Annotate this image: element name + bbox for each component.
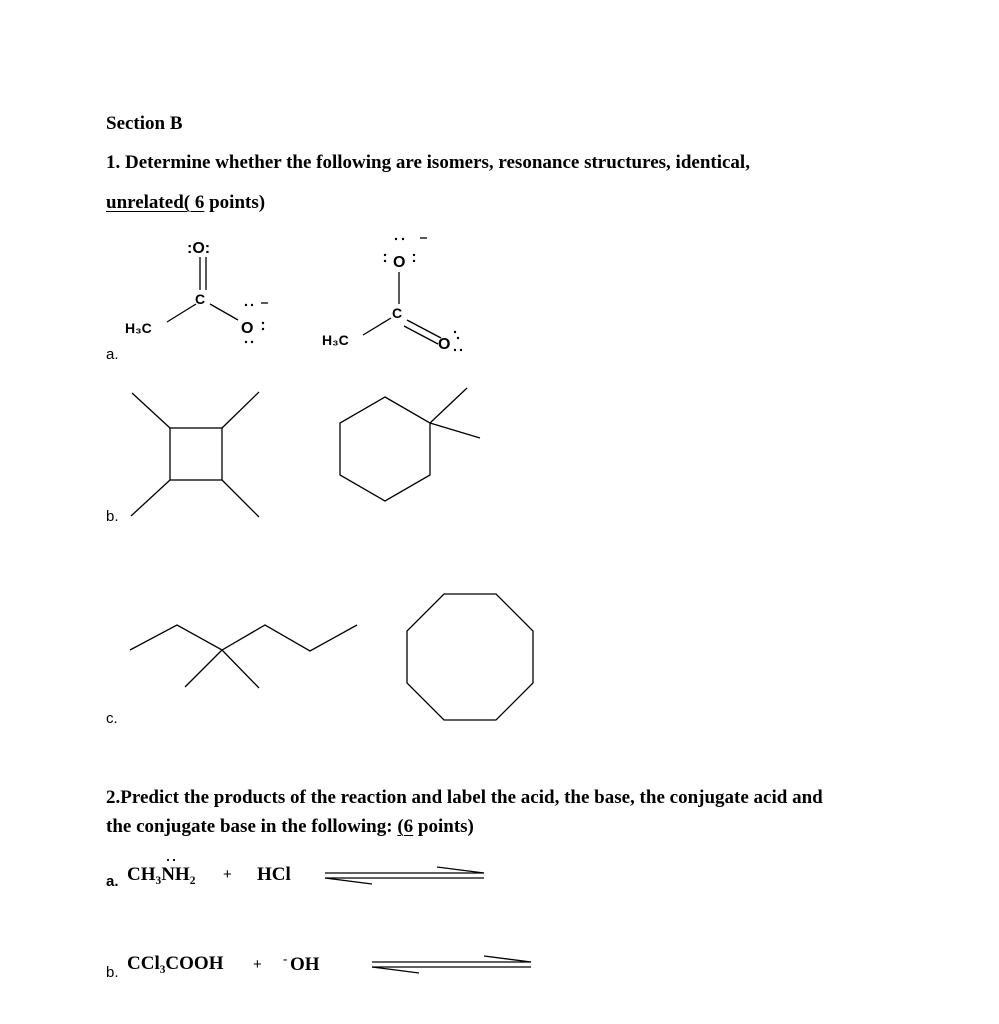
bond-methyl-carbon (363, 318, 391, 335)
cyclooctane-ring (407, 594, 533, 720)
bond-carbon-oxygen (210, 304, 238, 320)
top-oxygen-label: :O: (187, 240, 211, 257)
methyl-label: H₃C (322, 332, 349, 348)
reaction-a-reactant-2: HCl (257, 864, 291, 885)
question-1-prompt: 1. Determine whether the following are isomers, resonance structures, identical, (106, 152, 750, 173)
reaction-a-plus: + (223, 866, 232, 883)
reaction-a-reactant-1: CH₃NH₂ (127, 864, 196, 885)
top-oxygen-label: O (393, 254, 406, 271)
right-oxygen-label: O (241, 320, 254, 337)
points-text: points) (413, 816, 474, 837)
carbon-label: C (392, 305, 403, 321)
points-text: points) (204, 192, 266, 213)
double-bond-line-2 (404, 326, 438, 344)
structure-a-left (167, 257, 238, 322)
carbon-label: C (195, 291, 206, 307)
underlined-text: (6 (397, 816, 414, 837)
question-2-prompt-continued (106, 816, 474, 838)
cyclobutane-ring (170, 428, 222, 480)
question-2-prompt: 2.Predict the products of the reaction and label the acid, the base, the conjugate acid and (106, 787, 823, 808)
bond-methyl-carbon (167, 304, 196, 322)
equilibrium-arrow-b (372, 956, 531, 973)
structure-b-right (340, 388, 480, 501)
reaction-b-label: b. (106, 964, 119, 981)
equilibrium-arrow-a (325, 867, 484, 884)
reaction-b-plus: + (253, 956, 262, 973)
part-a-label: a. (106, 346, 119, 363)
reaction-b-reactant-1: CCl₃COOH (127, 953, 224, 974)
reaction-a-label: a. (106, 873, 119, 890)
cyclohexane-ring (340, 397, 430, 501)
structure-c-right (407, 594, 533, 720)
structure-c-left (130, 625, 357, 688)
right-oxygen-label: O (438, 336, 451, 353)
double-bond-line-1 (407, 320, 441, 338)
main-chain (130, 625, 357, 651)
hydroxide-charge: - (283, 951, 288, 966)
prompt-text: the conjugate base in the following: (106, 816, 398, 837)
structure-b-left (131, 392, 259, 517)
part-b-label: b. (106, 508, 119, 525)
reaction-b-reactant-2: OH (290, 954, 320, 975)
section-title: Section B (106, 113, 183, 134)
nitrogen-lone-pair (167, 859, 175, 861)
underlined-text: unrelated( 6 (106, 192, 205, 213)
part-c-label: c. (106, 710, 118, 727)
methyl-label: H₃C (125, 320, 152, 336)
